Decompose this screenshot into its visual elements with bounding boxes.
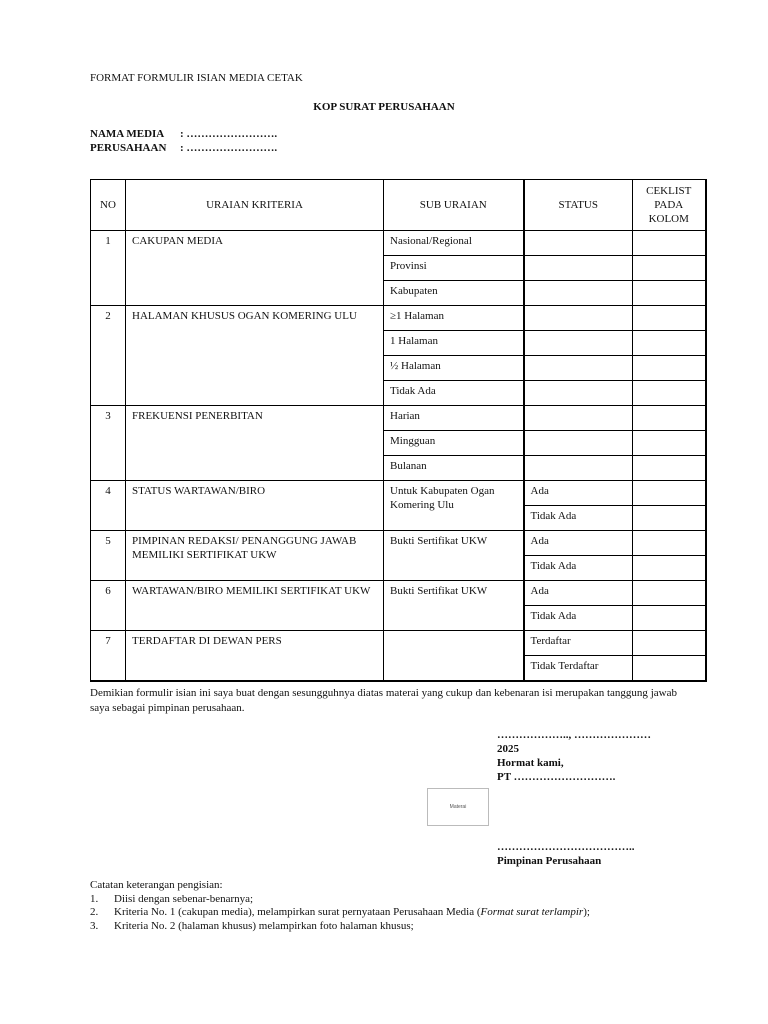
row-no: 6 <box>91 581 126 631</box>
status-cell[interactable] <box>524 331 633 356</box>
sub-uraian-cell: ≥1 Halaman <box>384 306 524 331</box>
notes-heading: Catatan keterangan pengisian: <box>90 879 223 891</box>
kop-surat-heading: KOP SURAT PERUSAHAAN <box>313 101 455 113</box>
ceklist-cell[interactable] <box>633 656 706 682</box>
col-header-sub-uraian: SUB URAIAN <box>384 180 524 231</box>
status-cell: Terdaftar <box>524 631 633 656</box>
sub-uraian-cell <box>384 631 524 682</box>
ceklist-cell[interactable] <box>633 431 706 456</box>
list-item <box>90 893 677 907</box>
status-cell: Ada <box>524 481 633 506</box>
ceklist-cell[interactable] <box>633 356 706 381</box>
status-cell: Ada <box>524 531 633 556</box>
greeting: Hormat kami, <box>497 757 564 769</box>
ceklist-cell[interactable] <box>633 381 706 406</box>
row-no: 7 <box>91 631 126 682</box>
document-title: FORMAT FORMULIR ISIAN MEDIA CETAK <box>90 72 303 84</box>
list-item <box>90 920 677 934</box>
col-header-ceklist: CEKLIST PADA KOLOM <box>633 180 706 231</box>
status-cell: Tidak Ada <box>524 606 633 631</box>
item-text-emphasis: Format surat terlampir <box>480 906 584 918</box>
table-row <box>91 481 706 506</box>
ceklist-cell[interactable] <box>633 281 706 306</box>
ceklist-cell[interactable] <box>633 331 706 356</box>
table-header-row <box>91 180 706 231</box>
status-cell: Tidak Terdaftar <box>524 656 633 682</box>
table-row <box>91 531 706 556</box>
status-cell[interactable] <box>524 256 633 281</box>
table-row <box>91 406 706 431</box>
ceklist-cell[interactable] <box>633 531 706 556</box>
col-header-status: STATUS <box>524 180 633 231</box>
row-kriteria: HALAMAN KHUSUS OGAN KOMERING ULU <box>126 306 384 406</box>
notes-section <box>90 879 677 933</box>
sub-uraian-cell: Tidak Ada <box>384 381 524 406</box>
sub-uraian-cell: Provinsi <box>384 256 524 281</box>
status-cell[interactable] <box>524 381 633 406</box>
sub-uraian-cell: Kabupaten <box>384 281 524 306</box>
ceklist-cell[interactable] <box>633 606 706 631</box>
col-header-no: NO <box>91 180 126 231</box>
ceklist-cell[interactable] <box>633 506 706 531</box>
perusahaan-label: PERUSAHAAN <box>90 142 167 154</box>
status-cell[interactable] <box>524 231 633 256</box>
table-row <box>91 631 706 656</box>
status-cell[interactable] <box>524 306 633 331</box>
notes-list <box>90 893 677 934</box>
closing-statement: Demikian formulir isian ini saya buat dengan sesungguhnya diatas materai yang cukup dan kebenaran isi merupakan tanggung jawab saya sebagai pimpinan perusahaan. <box>90 687 677 714</box>
status-cell[interactable] <box>524 431 633 456</box>
row-kriteria: WARTAWAN/BIRO MEMILIKI SERTIFIKAT UKW <box>126 581 384 631</box>
date-line: ……………….., ………………… <box>497 729 651 741</box>
item-text-main: Kriteria No. 1 (cakupan media), melampirkan surat pernyataan Perusahaan Media ( <box>114 906 481 918</box>
ceklist-cell[interactable] <box>633 556 706 581</box>
row-kriteria: FREKUENSI PENERBITAN <box>126 406 384 481</box>
status-cell: Ada <box>524 581 633 606</box>
status-cell[interactable] <box>524 281 633 306</box>
nama-media-label: NAMA MEDIA <box>90 128 165 140</box>
signature-line: ……………………………….. <box>497 841 635 853</box>
item-number: 1. <box>90 892 99 905</box>
item-text: Kriteria No. 2 (halaman khusus) melampirkan foto halaman khusus; <box>114 919 414 932</box>
sub-uraian-cell: 1 Halaman <box>384 331 524 356</box>
status-cell: Tidak Ada <box>524 556 633 581</box>
sub-uraian-cell: Bukti Sertifikat UKW <box>384 531 524 581</box>
item-number: 2. <box>90 906 99 918</box>
item-text-tail: ); <box>583 906 590 918</box>
col-header-uraian: URAIAN KRITERIA <box>126 180 384 231</box>
row-no: 1 <box>91 231 126 306</box>
row-kriteria: TERDAFTAR DI DEWAN PERS <box>126 631 384 682</box>
item-text: Diisi dengan sebenar-benarnya; <box>114 892 254 905</box>
nama-media-value: : ……………………. <box>180 128 278 140</box>
ceklist-cell[interactable] <box>633 581 706 606</box>
ceklist-cell[interactable] <box>633 481 706 506</box>
year: 2025 <box>497 743 519 755</box>
materai-stamp-box: Materai <box>427 788 489 826</box>
table-row <box>91 231 706 256</box>
sub-uraian-cell: Untuk Kabupaten Ogan Komering Ulu <box>384 481 524 531</box>
row-kriteria: CAKUPAN MEDIA <box>126 231 384 306</box>
ceklist-cell[interactable] <box>633 456 706 481</box>
status-cell[interactable] <box>524 456 633 481</box>
ceklist-cell[interactable] <box>633 231 706 256</box>
row-no: 4 <box>91 481 126 531</box>
row-no: 3 <box>91 406 126 481</box>
status-cell[interactable] <box>524 406 633 431</box>
list-item <box>90 906 677 920</box>
row-kriteria: PIMPINAN REDAKSI/ PENANGGUNG JAWAB MEMILIKI SERTIFIKAT UKW <box>126 531 384 581</box>
row-no: 5 <box>91 531 126 581</box>
row-kriteria: STATUS WARTAWAN/BIRO <box>126 481 384 531</box>
ceklist-cell[interactable] <box>633 256 706 281</box>
sub-uraian-cell: ½ Halaman <box>384 356 524 381</box>
nama-media-field <box>90 128 277 140</box>
sub-uraian-cell: Mingguan <box>384 431 524 456</box>
signatory-title: Pimpinan Perusahaan <box>497 855 602 867</box>
sub-uraian-cell: Harian <box>384 406 524 431</box>
sub-uraian-cell: Bulanan <box>384 456 524 481</box>
table-row <box>91 306 706 331</box>
signature-block <box>497 728 677 868</box>
ceklist-cell[interactable] <box>633 306 706 331</box>
item-text <box>114 906 677 920</box>
ceklist-cell[interactable] <box>633 406 706 431</box>
status-cell: Tidak Ada <box>524 506 633 531</box>
ceklist-cell[interactable] <box>633 631 706 656</box>
row-no: 2 <box>91 306 126 406</box>
status-cell[interactable] <box>524 356 633 381</box>
perusahaan-field <box>90 142 277 154</box>
perusahaan-value: : ……………………. <box>180 142 278 154</box>
sub-uraian-cell: Bukti Sertifikat UKW <box>384 581 524 631</box>
criteria-table <box>90 179 707 682</box>
sub-uraian-cell: Nasional/Regional <box>384 231 524 256</box>
item-number: 3. <box>90 919 99 932</box>
table-row <box>91 581 706 606</box>
company-line: PT ………………………. <box>497 771 616 783</box>
